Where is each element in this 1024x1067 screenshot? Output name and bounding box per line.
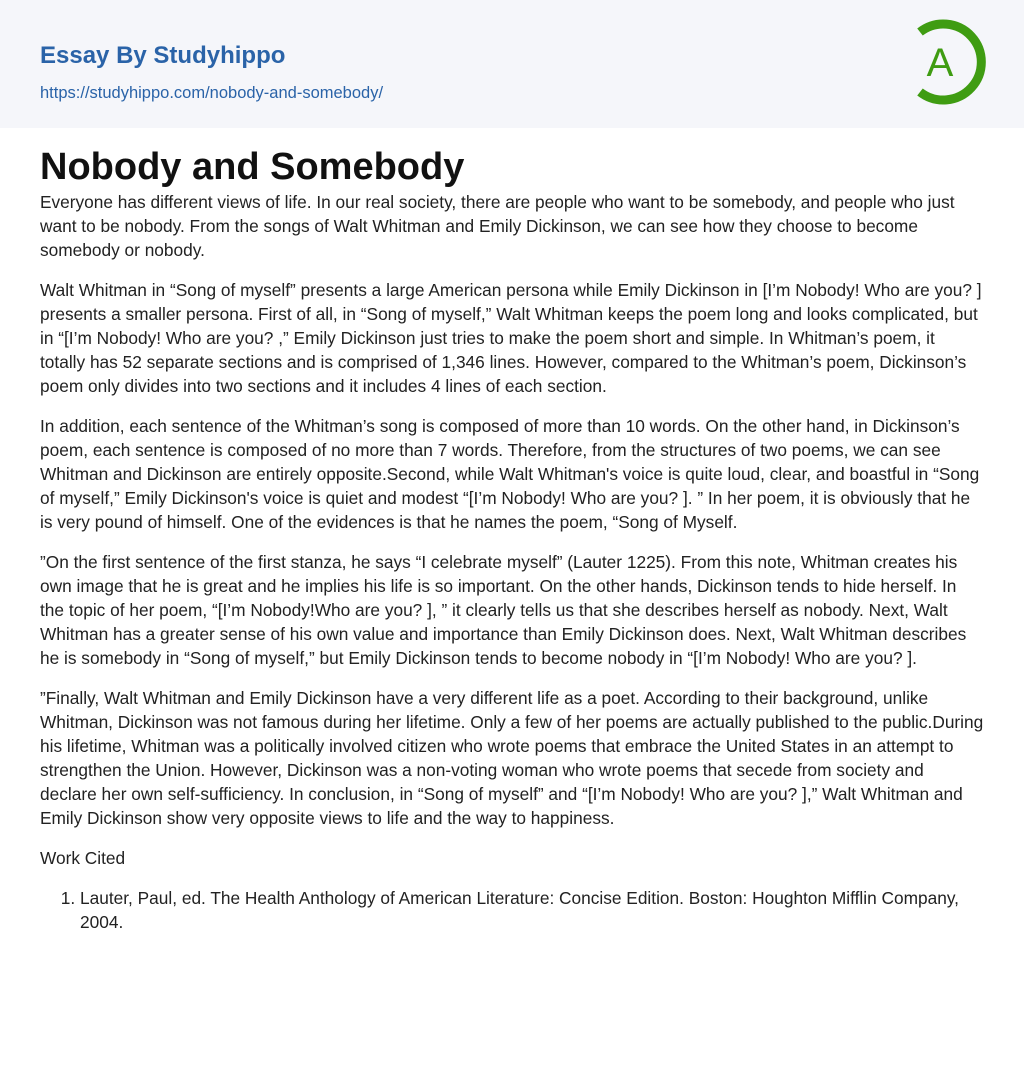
paragraph: ”On the first sentence of the first stanza, he says “I celebrate myself” (Lauter 1225). From this note, Whitman creates his own image that he is great and he implies his life is so important. On the other hands, Dickinson tends to hide herself. In the topic of her poem, “[I’m Nobody!Who are you? ], ” it clearly tells us that she describes herself as nobody. Next, Walt Whitman has a greater sense of his own value and importance than Emily Dickinson does. Next, Walt Whitman describes he is somebody in “Song of myself,” but Emily Dickinson tends to become nobody in “[I’m Nobody! Who are you? ]. — [40, 552, 967, 668]
citation-list — [40, 886, 984, 934]
paragraph: In addition, each sentence of the Whitman’s song is composed of more than 10 words. On the other hand, in Dickinson’s poem, each sentence is composed of no more than 7 words. Therefore, from the structures of two poems, we can see Whitman and Dickinson are entirely opposite.Second, while Walt Whitman's voice is quite loud, clear, and boastful in “Song of myself,” Emily Dickinson's voice is quiet and modest “[I’m Nobody! Who are you? ]. ” In her poem, it is obviously that he is very pound of himself. One of the evidences is that he names the poem, “Song of Myself. — [40, 416, 980, 532]
page-title: Nobody and Somebody — [40, 146, 465, 188]
paragraph: Everyone has different views of life. In our real society, there are people who want to be somebody, and people who just want to be nobody. From the songs of Walt Whitman and Emily Dickinson, we can see how they choose to become somebody or nobody. — [40, 192, 955, 260]
brand-title: Essay By Studyhippo — [40, 42, 286, 69]
paragraph: Walt Whitman in “Song of myself” presents a large American persona while Emily Dickinson in [I’m Nobody! Who are you? ] presents a smaller persona. First of all, in “Song of myself,” Walt Whitman keeps the poem long and looks complicated, but in “[I’m Nobody! Who are you? ,” Emily Dickinson just tries to make the poem short and simple. In Whitman’s poem, it totally has 52 separate sections and is comprised of 1,346 lines. However, compared to the Whitman’s poem, Dickinson’s poem only divides into two sections and it includes 4 lines of each section. — [40, 280, 982, 396]
works-cited-heading: Work Cited — [40, 848, 126, 868]
studyhippo-logo-icon[interactable] — [910, 18, 988, 106]
site-header — [0, 0, 1024, 128]
essay-url-link[interactable]: https://studyhippo.com/nobody-and-somebody/ — [40, 84, 384, 102]
paragraph: ”Finally, Walt Whitman and Emily Dickinson have a very different life as a poet. According to their background, unlike Whitman, Dickinson was not famous during her lifetime. Only a few of her poems are actually published to the public.During his lifetime, Whitman was a politically involved citizen who wrote poems that embrace the United States in an attempt to strengthen the Union. However, Dickinson was a non-voting woman who wrote poems that secede from society and declare her own self-sufficiency. In conclusion, in “Song of myself” and “[I’m Nobody! Who are you? ],” Walt Whitman and Emily Dickinson show very opposite views to life and the way to happiness. — [40, 688, 984, 828]
logo-letter: A — [926, 41, 954, 85]
article — [0, 144, 1024, 934]
citation-item: 1. Lauter, Paul, ed. The Health Anthology of American Literature: Concise Edition. Boston: Houghton Mifflin Company, 2004. — [80, 886, 984, 934]
